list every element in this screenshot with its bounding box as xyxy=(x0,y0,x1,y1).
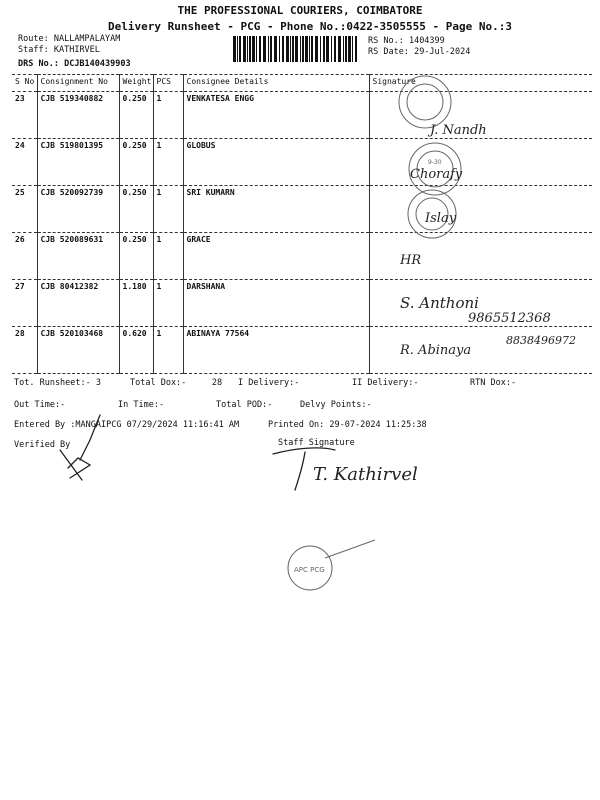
row-consignee: DARSHANA xyxy=(183,280,369,327)
i-delivery: I Delivery:- xyxy=(238,378,300,388)
rtn-dox: RTN Dox:- xyxy=(470,378,517,388)
row-consignment: CJB 520103468 xyxy=(37,327,119,374)
staff-label: Staff: xyxy=(18,45,49,55)
tot-runsheet: Tot. Runsheet:- 3 xyxy=(14,378,101,388)
rs-no-value: 1404399 xyxy=(408,36,445,46)
drs-label: DRS No.: xyxy=(18,59,59,69)
row-consignee: SRI KUMARN xyxy=(183,186,369,233)
route-value: NALLAMPALAYAM xyxy=(53,34,121,44)
printed-on: Printed On: 29-07-2024 11:25:38 xyxy=(268,420,427,430)
handwritten-signature: J. Nandh xyxy=(430,123,487,138)
delvy-points: Delvy Points:- xyxy=(300,400,372,410)
ii-delivery: II Delivery:- xyxy=(352,378,419,388)
route-line xyxy=(18,34,120,44)
row-sno: 24 xyxy=(12,139,37,186)
row-consignment: CJB 80412382 xyxy=(37,280,119,327)
col-sno: S No xyxy=(12,75,37,92)
row-consignee: VENKATESA ENGG xyxy=(183,92,369,139)
handwritten-signature: R. Abinaya xyxy=(400,343,472,358)
handwritten-signature: S. Anthoni xyxy=(400,294,479,312)
in-time: In Time:- xyxy=(118,400,165,410)
page-title: THE PROFESSIONAL COURIERS, COIMBATORE xyxy=(177,4,423,17)
apc-logo-stamp xyxy=(280,538,380,598)
drs-line xyxy=(18,59,131,69)
staff-signature-text: T. Kathirvel xyxy=(313,464,418,485)
total-dox-line xyxy=(130,378,222,388)
staff-signature-label: Staff Signature xyxy=(278,438,355,448)
row-consignment: CJB 520089631 xyxy=(37,233,119,280)
row-consignee: ABINAYA 77564 xyxy=(183,327,369,374)
row-consignee: GLOBUS xyxy=(183,139,369,186)
seal-stamp-icon xyxy=(399,76,451,128)
page-subtitle: Delivery Runsheet - PCG - Phone No.:0422-3505555 - Page No.:3 xyxy=(108,20,512,33)
row-consignment: CJB 519801395 xyxy=(37,139,119,186)
col-weight: Weight xyxy=(119,75,153,92)
handwritten-phone: 9865512368 xyxy=(468,311,551,326)
rs-date-line xyxy=(368,47,470,57)
verified-by-label: Verified By xyxy=(14,440,71,450)
staff-line xyxy=(18,45,100,55)
row-consignee: GRACE xyxy=(183,233,369,280)
row-pcs: 1 xyxy=(153,233,183,280)
total-dox-value: 28 xyxy=(211,378,223,388)
col-consignee: Consignee Details xyxy=(183,75,369,92)
row-sno: 23 xyxy=(12,92,37,139)
row-sno: 26 xyxy=(12,233,37,280)
row-weight: 0.250 xyxy=(119,92,153,139)
col-consignment: Consignment No xyxy=(37,75,119,92)
rs-date-label: RS Date: xyxy=(368,47,409,57)
row-weight: 0.250 xyxy=(119,233,153,280)
seal-date: 9-30 xyxy=(428,159,442,166)
staff-signature xyxy=(265,440,465,500)
handwritten-signature: HR xyxy=(400,253,422,268)
signature-overlay xyxy=(370,74,595,374)
rs-date-value: 29-Jul-2024 xyxy=(414,47,471,57)
entered-by: Entered By :MANGAIPCG 07/29/2024 11:16:41 AM xyxy=(14,420,240,430)
staff-value: KATHIRVEL xyxy=(53,45,100,55)
verifier-signature xyxy=(20,410,140,490)
row-weight: 0.250 xyxy=(119,139,153,186)
handwritten-signature: Chorafy xyxy=(410,167,463,182)
row-sno: 27 xyxy=(12,280,37,327)
total-pod: Total POD:- xyxy=(216,400,273,410)
barcode xyxy=(233,36,357,62)
handwritten-phone: 8838496972 xyxy=(506,334,576,347)
row-consignment: CJB 519340882 xyxy=(37,92,119,139)
total-dox-label: Total Dox:- xyxy=(130,378,187,388)
handwritten-signature: Islay xyxy=(425,211,457,226)
row-pcs: 1 xyxy=(153,186,183,233)
row-weight: 0.250 xyxy=(119,186,153,233)
row-consignment: CJB 520092739 xyxy=(37,186,119,233)
apc-logo-text: APC PCG xyxy=(294,566,325,574)
col-pcs: PCS xyxy=(153,75,183,92)
row-pcs: 1 xyxy=(153,280,183,327)
row-pcs: 1 xyxy=(153,139,183,186)
row-pcs: 1 xyxy=(153,327,183,374)
row-sno: 25 xyxy=(12,186,37,233)
rs-no-line xyxy=(368,36,445,46)
row-weight: 0.620 xyxy=(119,327,153,374)
rs-no-label: RS No.: xyxy=(368,36,404,46)
out-time: Out Time:- xyxy=(14,400,66,410)
row-weight: 1.180 xyxy=(119,280,153,327)
drs-value: DCJB140439903 xyxy=(64,59,131,69)
row-sno: 28 xyxy=(12,327,37,374)
route-label: Route: xyxy=(18,34,49,44)
col-signature: Signature xyxy=(369,75,592,92)
row-pcs: 1 xyxy=(153,92,183,139)
